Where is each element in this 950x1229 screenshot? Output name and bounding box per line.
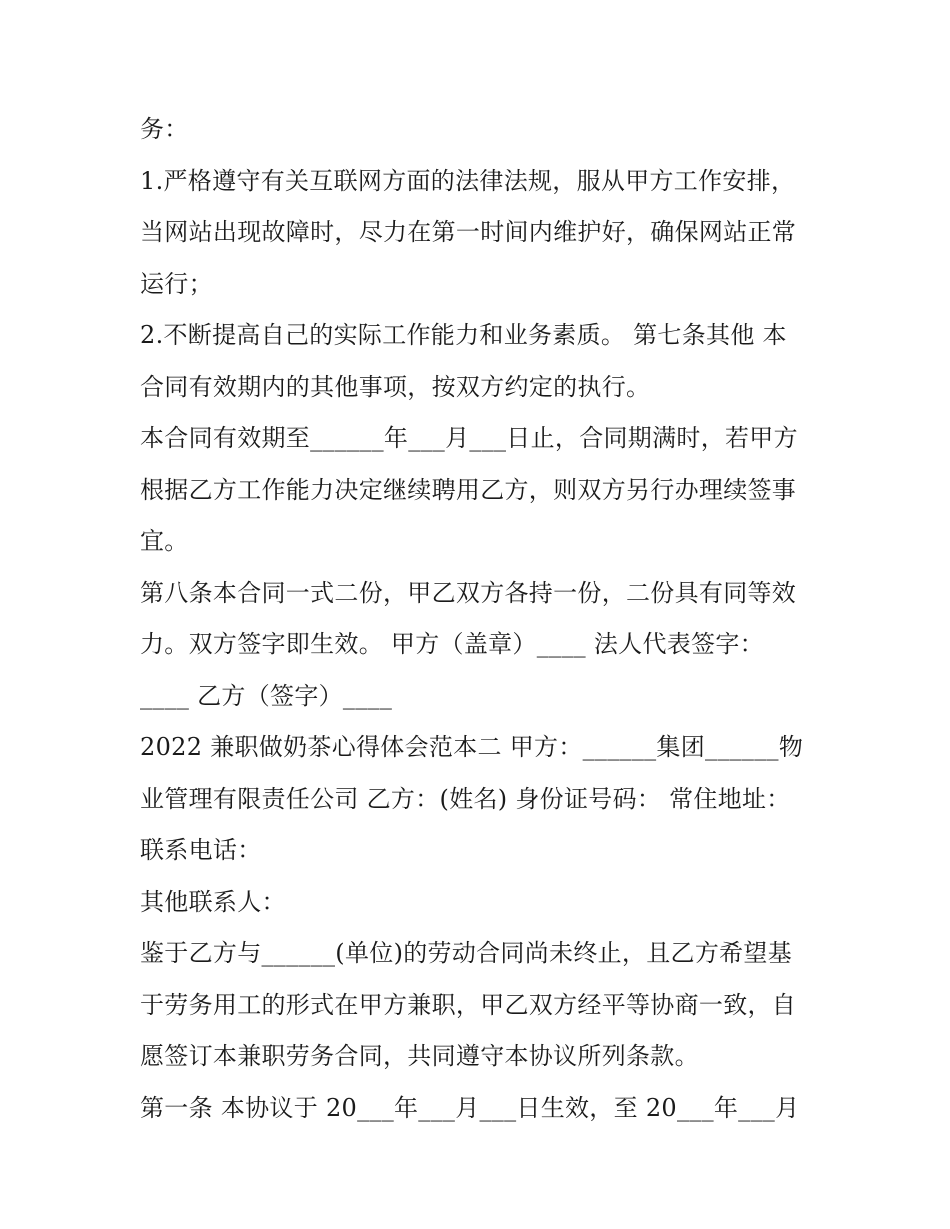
text-line: ____ 乙方（签字）____ [140,681,393,710]
text-line: 根据乙方工作能力决定继续聘用乙方，则双方另行办理续签事 [140,475,797,504]
text-line: 业管理有限责任公司 乙方：(姓名) 身份证号码： 常住地址： [140,784,791,813]
text-line: 本合同有效期至______年___月___日止，合同期满时，若甲方 [140,424,798,452]
text-line: 当网站出现故障时，尽力在第一时间内维护好，确保网站正常 [140,218,797,246]
text-line: 于劳务用工的形式在甲方兼职，甲乙双方经平等协商一致，自 [140,990,797,1019]
text-line: 联系电话： [140,836,262,864]
text-line: 第八条本合同一式二份，甲乙双方各持一份，二份具有同等效 [140,578,797,607]
text-line: 务： [140,115,189,143]
document-body [140,104,820,1134]
text-line: 宜。 [140,527,189,555]
text-line: 鉴于乙方与______(单位)的劳动合同尚未终止，且乙方希望基 [140,939,793,967]
text-line: 力。双方签字即生效。 甲方（盖章）____ 法人代表签字： [140,630,764,658]
text-line: 第一条 本协议于 20___年___月___日生效，至 20___年___月 [140,1093,800,1122]
text-line: 其他联系人： [140,887,286,916]
text-line: 愿签订本兼职劳务合同，共同遵守本协议所列条款。 [140,1042,699,1070]
text-line: 合同有效期内的其他事项，按双方约定的执行。 [140,372,651,401]
text-line: 运行； [140,269,213,298]
text-line: 1.严格遵守有关互联网方面的法律法规，服从甲方工作安排， [140,166,796,195]
text-line: 2.不断提高自己的实际工作能力和业务素质。 第七条其他 本 [140,321,787,349]
text-line: 2022 兼职做奶茶心得体会范本二 甲方：______集团______物 [140,733,804,761]
